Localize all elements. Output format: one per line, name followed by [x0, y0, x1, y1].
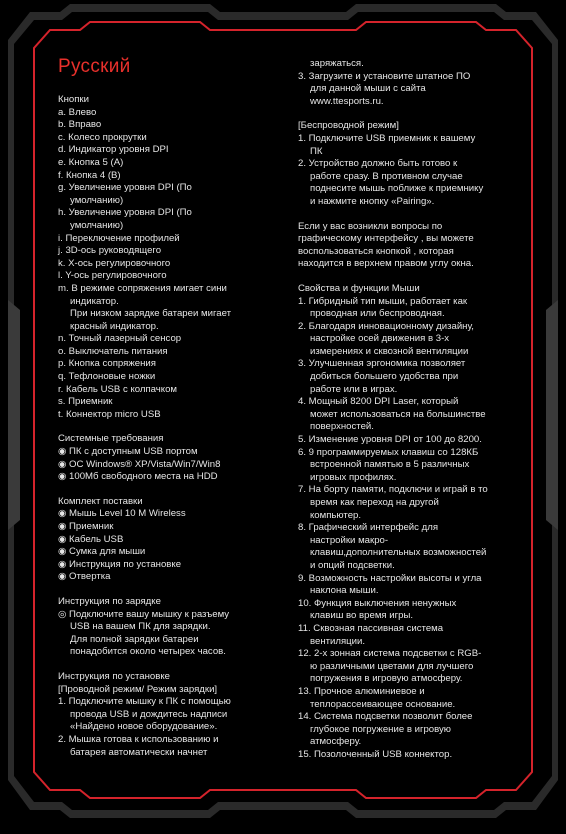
sysreq-heading: Системные требования — [58, 433, 164, 445]
list-item: a. Влево — [58, 106, 97, 118]
list-item: i. Переключение профилей — [58, 232, 180, 244]
list-item: клавиш,дополнительных возможностей — [310, 547, 487, 559]
list-item: 2. Мышка готова к использованию и — [58, 733, 219, 745]
list-item: 1. Подключите мышку к ПК с помощью — [58, 696, 231, 708]
list-item: l. Y-ось регулировочного — [58, 270, 167, 282]
list-item: заряжаться. — [310, 58, 364, 69]
list-item: ◉ Кабель USB — [58, 533, 124, 545]
gui-note-line: графическому интерфейсу , вы можете — [298, 233, 474, 245]
gui-note-line: воспользоваться кнопкой , которая — [298, 245, 454, 257]
list-item: ю различными цветами для лучшего — [310, 660, 474, 672]
list-item: и опций подсветки. — [310, 559, 395, 571]
list-item: ◉ Приемник — [58, 521, 114, 532]
list-item: 1. Гибридный тип мыши, работает как — [298, 295, 468, 307]
list-item: j. 3D-ось руководящего — [58, 245, 162, 257]
list-item: умолчанию) — [70, 194, 124, 206]
list-item: индикатор. — [70, 295, 119, 307]
list-item: ◉ 100Мб свободного места на HDD — [58, 471, 218, 483]
list-item: 11. Сквозная пассивная система — [298, 622, 444, 634]
list-item: 14. Система подсветки позволит более — [298, 711, 473, 723]
install-subheading: [Проводной режим/ Режим зарядки] — [58, 683, 218, 695]
wireless-heading: [Беспроводной режим] — [298, 120, 399, 132]
list-item: 9. Возможность настройки высоты и угла — [298, 572, 482, 584]
list-item: r. Кабель USB с колпачком — [58, 383, 178, 395]
list-item: 13. Прочное алюминиевое и — [298, 685, 425, 697]
list-item: встроенной памятью в 5 различных — [310, 459, 470, 471]
list-item: время как переход на другой — [310, 497, 439, 508]
package-heading: Комплект поставки — [58, 495, 143, 507]
list-item: b. Вправо — [58, 119, 102, 131]
list-item: s. Приемник — [58, 396, 113, 408]
list-item: 15. Позолоченный USB коннектор. — [298, 748, 453, 760]
charge-heading: Инструкция по зарядке — [58, 595, 161, 607]
list-item: www.ttesports.ru. — [310, 95, 384, 107]
list-item: ◉ Отвертка — [58, 571, 111, 583]
list-item: ◉ Мышь Level 10 M Wireless — [58, 508, 186, 520]
install-heading: Инструкция по установке — [58, 670, 170, 682]
list-item: глубокое погружение в игровую — [310, 723, 452, 735]
list-item: 2. Устройство должно быть готово к — [298, 158, 458, 170]
list-item: t. Коннектор micro USB — [58, 408, 161, 420]
list-item: n. Точный лазерный сенсор — [58, 333, 182, 345]
list-item: наклона мыши. — [310, 585, 379, 597]
list-item: 2. Благодаря инновационному дизайну, — [298, 320, 474, 332]
list-item: При низком зарядке батареи мигает — [70, 308, 231, 320]
left-column — [58, 94, 290, 759]
buttons-heading: Кнопки — [58, 94, 89, 105]
list-item: может использоваться на большинстве — [310, 408, 486, 420]
list-item: ◎ Подключите вашу мышку к разъему — [58, 608, 230, 620]
list-item: настройке осей движения в 3-х — [310, 333, 450, 345]
list-item: ◉ Инструкция по установке — [58, 558, 182, 570]
list-item: 5. Изменение уровня DPI от 100 до 8200. — [298, 434, 482, 446]
list-item: поверхностей. — [310, 421, 374, 433]
list-item: красный индикатор. — [70, 320, 159, 332]
list-item: работе сразу. В противном случае — [310, 170, 463, 182]
list-item: 8. Графический интерфейс для — [298, 522, 439, 534]
list-item: компьютер. — [310, 509, 362, 521]
list-item: g. Увеличение уровня DPI (По — [58, 182, 192, 194]
list-item: и нажмите кнопку «Pairing». — [310, 195, 435, 207]
list-item: теплорассеивающее основание. — [310, 698, 456, 710]
list-item: f. Кнопка 4 (B) — [58, 169, 121, 181]
list-item: провода USB и дождитесь надписи — [70, 708, 228, 720]
list-item: проводная или беспроводная. — [310, 308, 445, 320]
list-item: m. В режиме сопряжения мигает сини — [58, 282, 227, 294]
list-item: для данной мыши с сайта — [310, 83, 426, 95]
list-item: 3. Загрузите и установите штатное ПО — [298, 70, 471, 82]
list-item: атмосферу. — [310, 736, 362, 748]
list-item: поднесите мышь поближе к приемнику — [310, 183, 484, 195]
list-item: 10. Функция выключения ненужных — [298, 597, 457, 609]
list-item: ◉ ОС Windows® XP/Vista/Win7/Win8 — [58, 458, 221, 470]
list-item: добиться большего удобства при — [310, 371, 459, 383]
list-item: 6. 9 программируемых клавиш со 128КБ — [298, 446, 479, 458]
right-column — [298, 58, 510, 761]
features-heading: Свойства и функции Мыши — [298, 282, 420, 294]
list-item: 7. На борту памяти, подключи и играй в то — [298, 484, 488, 496]
list-item: k. X-ось регулировочного — [58, 257, 171, 269]
list-item: измерениях и сквозной вентиляции — [310, 345, 469, 357]
list-item: 1. Подключите USB приемник к вашему — [298, 132, 476, 144]
list-item: ◉ ПК с доступным USB портом — [58, 446, 198, 458]
list-item: настройки макро- — [310, 534, 389, 546]
list-item: ПК — [310, 145, 323, 157]
list-item: p. Кнопка сопряжения — [58, 358, 156, 370]
list-item: o. Выключатель питания — [58, 345, 168, 357]
list-item: вентиляции. — [310, 635, 366, 647]
list-item: c. Колесо прокрутки — [58, 131, 147, 143]
list-item: 12. 2-х зонная система подсветки с RGB- — [298, 648, 482, 660]
list-item: работе или в играх. — [310, 383, 398, 395]
list-item: понадобится около четырех часов. — [70, 646, 226, 658]
gui-note-line: Если у вас возникли вопросы по — [298, 220, 443, 232]
list-item: 3. Улучшенная эргономика позволяет — [298, 358, 466, 370]
list-item: USB на вашем ПК для зарядки. — [70, 621, 211, 633]
page-title: Русский — [58, 56, 131, 77]
gui-note-line: находится в верхнем правом углу окна. — [298, 258, 474, 270]
list-item: 4. Мощный 8200 DPI Laser, который — [298, 396, 459, 408]
list-item: умолчанию) — [70, 219, 124, 231]
list-item: «Найдено новое оборудование». — [70, 721, 218, 733]
list-item: Для полной зарядки батареи — [70, 633, 199, 645]
list-item: q. Тефлоновые ножки — [58, 371, 156, 383]
list-item: e. Кнопка 5 (A) — [58, 156, 124, 168]
list-item: погружения в игровую атмосферу. — [310, 673, 463, 685]
list-item: игровых профилях. — [310, 471, 397, 483]
list-item: ◉ Сумка для мыши — [58, 546, 146, 558]
list-item: h. Увеличение уровня DPI (По — [58, 207, 192, 219]
list-item: клавиш во время игры. — [310, 610, 414, 622]
list-item: d. Индикатор уровня DPI — [58, 144, 169, 156]
list-item: батарея автоматически начнет — [70, 746, 208, 758]
